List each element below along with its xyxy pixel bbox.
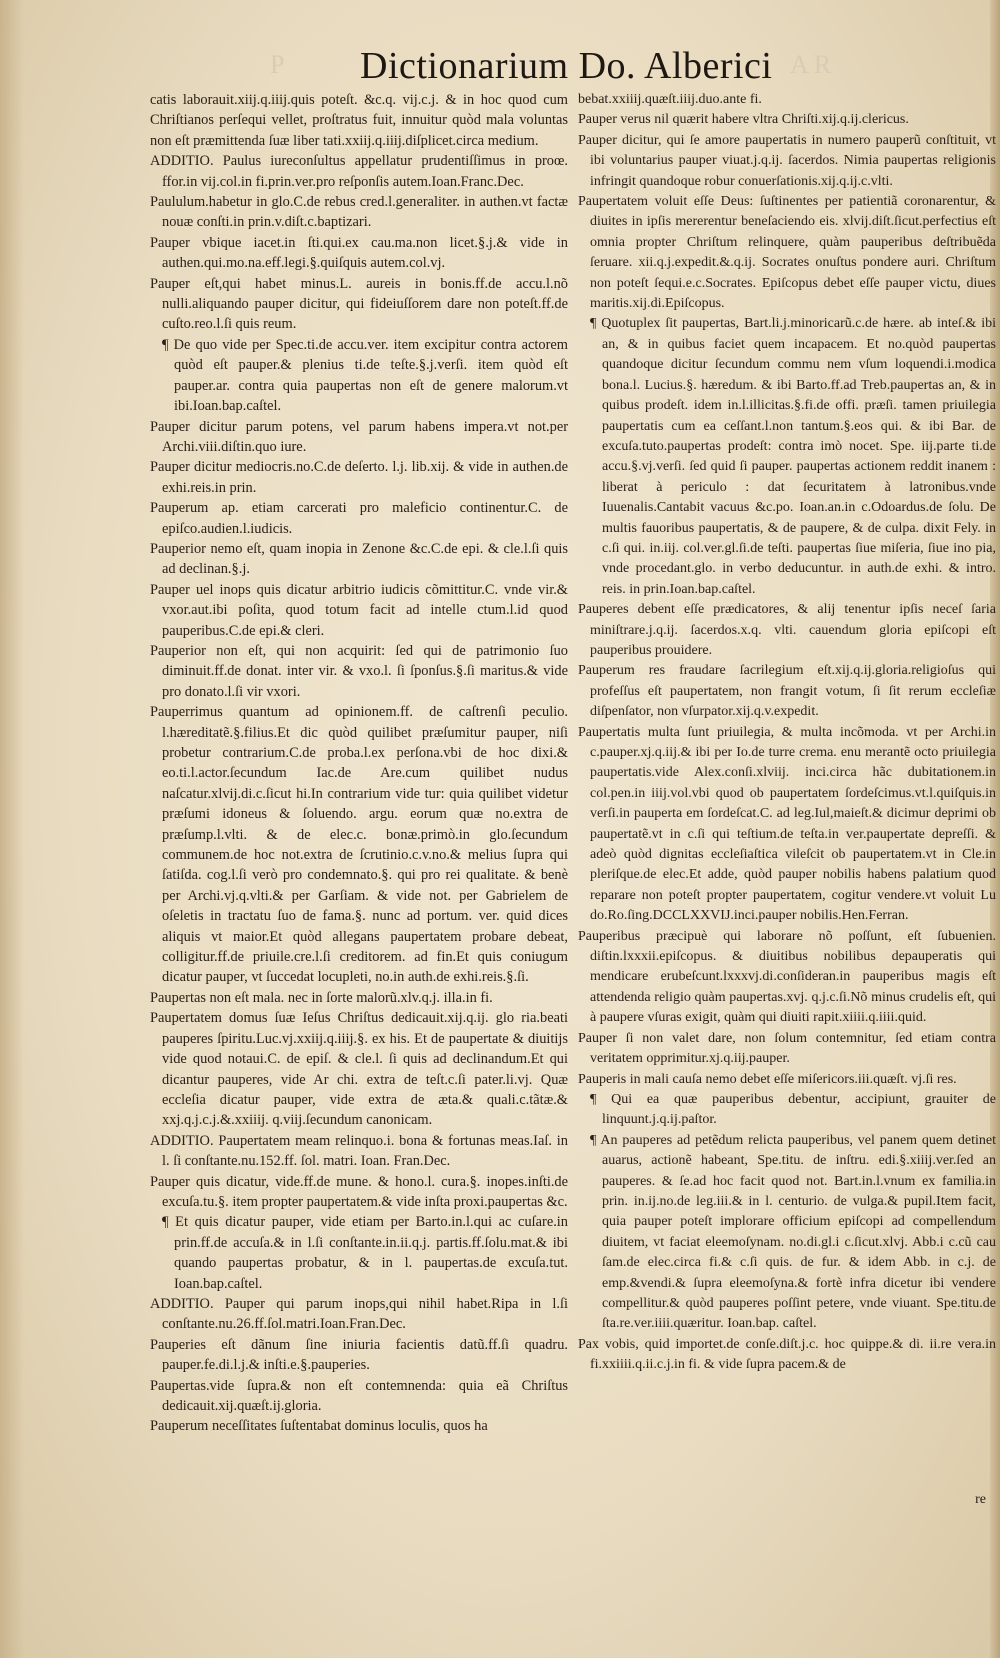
dictionary-entry: Pax vobis, quid importet.de conſe.diſt.j.c. hoc quippe.& di. ii.re vera.in fi.xxiiii.q.ii.c.j.in fi. & vide ſupra pacem.& de [578, 1336, 996, 1373]
dictionary-entry: ¶ An pauperes ad petẽdum relicta pauperibus, vel panem quem detinet auarus, actionẽ habeant, Spe.titu. de inſtru. edi.§.xiiij.ver.ſed an pauperes. & ſe.ad hoc facit quod not. Bart.in.l.vnum ex familia.in prin. in.ij.no.de leg.iii.& in l. centurio. de vulga.& pupil.Item facit, quia pauper poteſt implorare officium epiſcopi ad compellendum diuitem, vt faciat eleemoſynam. no.di.gl.i c.ſicut.xlvj. Abb.i c.cũ cau ſam.de elec.circa fi.& c.ſi quis. de fur. & idem Abb. in c.j. de emp.&vendi.& ſupra eleemoſyna.& fortè infra dicetur ibi vendere compellitur.& quòd pauperes poſſint petere, vnde viuant. Spe.titu.de ſta.re.ver.iiii.quæritur. Ioan.bap. caſtel. [590, 1132, 996, 1332]
dictionary-entry: ¶ Et quis dicatur pauper, vide etiam per Barto.in.l.qui ac cuſare.in prin.ff.de accuſa.& in l.ſi conſtante.in.ii.q.j. partis.ff.ſolu.mat.& ibi quando paupertas probatur, & in l. paupertas.de excuſa.tut. Ioan.bap.caſtel. [162, 1214, 568, 1292]
dictionary-entry: bebat.xxiiij.quæſt.iiij.duo.ante fi. [578, 92, 762, 107]
dictionary-entry: catis laborauit.xiij.q.iiij.quis poteſt. &c.q. vij.c.j. & in hoc quod cum Chriſtianos perſequi vellet, proſtratus fuit, innuitur quòd mala voluntas non eſt præmittenda ſuæ liber tati.xxiij.q.iiij.diſplicet.circa medium. [150, 92, 568, 149]
dictionary-entry: Pauperibus præcipuè qui laborare nõ poſſunt, eſt ſubuenien. diſtin.lxxxii.epiſcopus. & diuitibus nobilibus depauperatis qui mendicare erubeſcunt.lxxxvj.di.conſideran.in pauperibus magis eſt attendenda religio quàm paupertas.xvj. q.j.c.ſi.Nõ minus crudelis eſt, qui à paupere vſuras exigit, quàm qui diuiti rapit.xiiii.q.iiii.quid. [578, 928, 996, 1026]
dictionary-entry: Paululum.habetur in glo.C.de rebus cred.l.generaliter. in authen.vt factæ nouæ conſti.in prin.v.diſt.c.baptizari. [150, 194, 568, 231]
dictionary-entry: Pauperior nemo eſt, quam inopia in Zenone &c.C.de epi. & cle.l.ſi quis ad declinan.§.j. [150, 540, 568, 578]
dictionary-entry: Pauperum neceſſitates ſuſtentabat dominus loculis, quos ha [150, 1418, 488, 1435]
dictionary-entry: Pauper uel inops quis dicatur arbitrio iudicis cõmittitur.C. vnde vir.& vxor.aut.ibi poſita, quod totum facit ad intelle ctum.l.id quod pauperibus.C.de epi.& cleri. [150, 581, 568, 639]
dictionary-entry: Pauper dicitur, qui ſe amore paupertatis in numero pauperũ conſtituit, vt ibi voluntarius pauper viuat.j.q.ij. ſacerdos. Nimia paupertas religionis infringit quandoque robur conuerſationis.xij.q.ij.c.vlti. [578, 132, 996, 189]
dictionary-entry: Pauper dicitur parum potens, vel parum habens impera.vt not.per Archi.viii.diſtin.quo iure. [150, 418, 568, 455]
right-column [578, 90, 996, 1376]
dictionary-entry: ADDITIO. Paupertatem meam relinquo.i. bona & fortunas meas.Iaſ. in l. ſi conſtante.nu.152.ff. ſol. matri. Ioan. Fran.Dec. [150, 1132, 568, 1170]
dictionary-entry: Pauperum ap. etiam carcerati pro maleficio continentur.C. de epiſco.audien.l.iudicis. [150, 500, 568, 537]
dictionary-entry: Pauper quis dicatur, vide.ff.de mune. & hono.l. cura.§. inopes.inſti.de excuſa.tu.§. item propter paupertatem.& vide inſta proxi.paupertas &c. [150, 1173, 568, 1210]
dictionary-entry: ADDITIO. Pauper qui parum inops,qui nihil habet.Ripa in l.ſi conſtante.nu.26.ff.ſol.matri.Ioan.Fran.Dec. [150, 1295, 568, 1333]
dictionary-entry: Paupertatem voluit eſſe Deus: ſuſtinentes per patientiã coronarentur, & diuites in ipſis mererentur beneſaciendo eis. xlvij.diſt.ſicut.perfectius eſt omnia propter Chriſtum relinquere, quàm pauperibus deſtribuẽda ſeruare. xii.q.j.expedit.&.q.ij. Socrates onuſtus pondere auri. Chriſtum non poteſt ſequi.e.c.Socrates. Epiſcopus debet eſſe pauper victu, diues maritis.xij.di.Epiſcopus. [578, 194, 996, 312]
dictionary-entry: Pauperrimus quantum ad opinionem.ff. de caſtrenſi peculio. l.hæreditatẽ.§.filius.Et dic quòd quilibet præſumitur pauper, niſi probetur contrarium.C.de proba.l.ex perſona.vbi de hoc dixi.& eo.ti.l.actor.ſecundum Iac.de Are.cum quilibet nudus naſcatur.xlvij.di.c.ſicut hi.In contrarium vide tur: quia quilibet videtur præſumi idoneus & ſoluendo. argu. eorum quæ no.extra de præſump.l.vlti. & de elec.c. bonæ.primò.in glo.ſecundum communem.de hoc not.extra de ſcrutinio.c.v.no.& melius ſupra qui ſatiſda. cog.l.ſi verò pro condemnato.§. qui pro rei qualitate. & benè per Archi.vj.q.vlti.& per Garſiam. & vide not. per Gabrielem de oſeletis in tractatu ſuo de fama.§. nunc ad portum. ver. quid dices aliquis vt maior.Et quòd allegans paupertatem probare debeat, colligitur.ff.de priuile.cre.l.ſi creditorem. ad fin.Et quis coniugum dicatur pauper, vt ſuccedat locupleti, no.in auth.de exhi.reis.§.ſi. [150, 704, 568, 986]
dictionary-entry: ¶ De quo vide per Spec.ti.de accu.ver. item excipitur contra actorem quòd eſt pauper.& plenius ti.de teſte.§.j.verſi. item quòd eſt pauper.ar. contra quia paupertas non eſt de genere malorum.vt ibi.Ioan.bap.caſtel. [162, 336, 568, 415]
dictionary-entry: Pauper vbique iacet.in ſti.qui.ex cau.ma.non licet.§.j.& vide in authen.qui.mo.na.eff.legi.§.quiſquis autem.col.vj. [150, 234, 568, 272]
dictionary-entry: Pauper dicitur mediocris.no.C.de deſerto. l.j. lib.xij. & vide in authen.de exhi.reis.in prin. [150, 459, 568, 496]
page-header [0, 44, 1000, 90]
dictionary-entry: Pauperior non eſt, qui non acquirit: ſed qui de patrimonio ſuo diminuit.ff.de donat. inter vir. & vxo.l. ſi ſponſus.§.ſi maritus.& vide pro donato.l.ſi vir vxori. [150, 642, 568, 700]
bleed-through-letters-right: A R [790, 50, 832, 79]
dictionary-entry: Pauperies eſt dãnum ſine iniuria facientis datũ.ff.ſi quadru. pauper.fe.di.l.j.& inſti.e.§.pauperies. [150, 1336, 568, 1374]
catchword: re [975, 1492, 986, 1507]
dictionary-entry: Pauperum res fraudare ſacrilegium eſt.xij.q.ij.gloria.religioſus qui profeſſus eſt paupertatem, non frangit votum, ſi ſit rerum eccleſiæ diſpenſator, non vſurpator.xij.q.v.expedit. [578, 663, 996, 720]
page-edge-shadow [0, 0, 24, 1658]
dictionary-entry: Pauper ſi non valet dare, non ſolum contemnitur, ſed etiam contra veritatem opprimitur.xj.q.iij.pauper. [578, 1030, 996, 1067]
dictionary-entry: Paupertas.vide ſupra.& non eſt contemnenda: quia eã Chriſtus dedicauit.xij.quæſt.ij.gloria. [150, 1377, 568, 1414]
dictionary-entry: Paupertas non eſt mala. nec in ſorte malorũ.xlv.q.j. illa.in fi. [150, 989, 493, 1006]
left-column [150, 90, 568, 1437]
running-title: Dictionarium Do. Alberici [360, 45, 773, 87]
dictionary-entry: ADDITIO. Paulus iureconſultus appellatur prudentiſſimus in proœ. ffor.in vij.col.in fi.prin.ver.pro reſponſis autem.Ioan.Franc.Dec. [150, 153, 568, 190]
dictionary-entry: Pauper verus nil quærit habere vltra Chriſti.xij.q.ij.clericus. [578, 112, 909, 128]
dictionary-entry: ¶ Quotuplex ſit paupertas, Bart.li.j.minoricarũ.c.de hære. ab inteſ.& ibi an, & in quibus faciet quem incapacem. Et no.quòd paupertas quandoque dicitur ſecundum commu nem vſum loquendi.i.modica bona.l. Lucius.§. hæredum. & ibi Barto.ff.ad Treb.paupertas an, & in quibus prodeſt. idem in.l.illicitas.§.fi.de offi. præſi. tamen priuilegia paupertatis cum ea ceſſant.l.non tantum.§.eos qui. & ibi Bar. de excuſa.tuto.paupertas prodeſt: contra imò nocet. Spe. iij.parte ti.de accu.§.vj.verſi. ſed quid ſi pauper. paupertas actionem reddit inanem : liberat à periculo : dat ſecuritatem à latronibus.vnde Iuuenalis.Cantabit vacuus &c.po. Ioan.an.in c.Odoardus.de ſolu. De multis fauoribus paupertatis, & de paupere, & de culpa. dixit Fely. in c.ſi qui. in.iij. col.ver.gl.ſi.de teſti. paupertas ſiue miſeria, ſiue ino pia, vnde procedant.glo. in verbo deducuntur. in auth.de exhi. & intro. reis. in prin.Ioan.bap.caſtel. [590, 316, 996, 597]
dictionary-entry: Pauper eſt,qui habet minus.L. aureis in bonis.ff.de accu.l.nõ nulli.aliquando pauper dicitur, qui fideiuſſorem dare non poteſt.ff.de cuſto.reo.l.ſi quis reum. [150, 275, 568, 333]
dictionary-entry: Paupertatem domus ſuæ Ieſus Chriſtus dedicauit.xij.q.ij. glo ria.beati pauperes ſpiritu.Luc.vj.xxiij.q.iiij.§. ex his. Et de paupertate & diuitijs vide quod notaui.C. de epiſ. & cle.l. ſi quis ad declinandum.Et qui dicantur pauperes, vide Ar chi. extra de teſt.c.ſi pater.li.vj. Quæ eccleſia dicatur pauper, vide extra de æta.& quali.c.tãtæ.& xxj.q.j.c.j.&.xxiiij. q.viij.ſecundum canonicam. [150, 1010, 568, 1129]
dictionary-entry: ¶ Qui ea quæ pauperibus debentur, accipiunt, grauiter de linquunt.j.q.ij.paſtor. [590, 1091, 996, 1128]
bleed-through-letter-left: P [270, 50, 285, 79]
dictionary-entry: Pauperis in mali cauſa nemo debet eſſe miſericors.iii.quæſt. vj.ſi res. [578, 1071, 957, 1087]
dictionary-entry: Pauperes debent eſſe prædicatores, & alij tenentur ipſis neceſ ſaria miniſtrare.j.q.ij. ſacerdos.x.q. vlti. cauendum gloria epiſcopi eſt pauperibus prouidere. [578, 602, 996, 658]
dictionary-entry: Paupertatis multa ſunt priuilegia, & multa incõmoda. vt per Archi.in c.pauper.xj.q.iij.& ibi per Io.de turre crema. enu merantẽ octo priuilegia paupertatis.vide Alex.conſi.xlviij. inci.circa hãc dubitationem.in col.pen.in iiij.vol.vbi quod ob paupertatem ſordeſcimus.vt.l.quiſquis.in verſi.in pauperta em ſordeſcat.C. ad leg.Iul,maieſt.& dicimur deprimi ob paupertatẽ.vt in c.ſi qui teſtium.de teſta.in ver.paupertate depreſſi. & adeò quòd dignitas eccleſiaſtica vileſcit ob paupertatem.vt in Cle.in pleriſque.de elec.Et adde, quòd pauper nobilis habens palatium quod reparare non poteſt propter paupertatem, cogitur vendere.vt voluit Lu do.Ro.ſing.DCCLXXVIJ.inci.pauper nobilis.Hen.Ferran. [578, 724, 996, 924]
